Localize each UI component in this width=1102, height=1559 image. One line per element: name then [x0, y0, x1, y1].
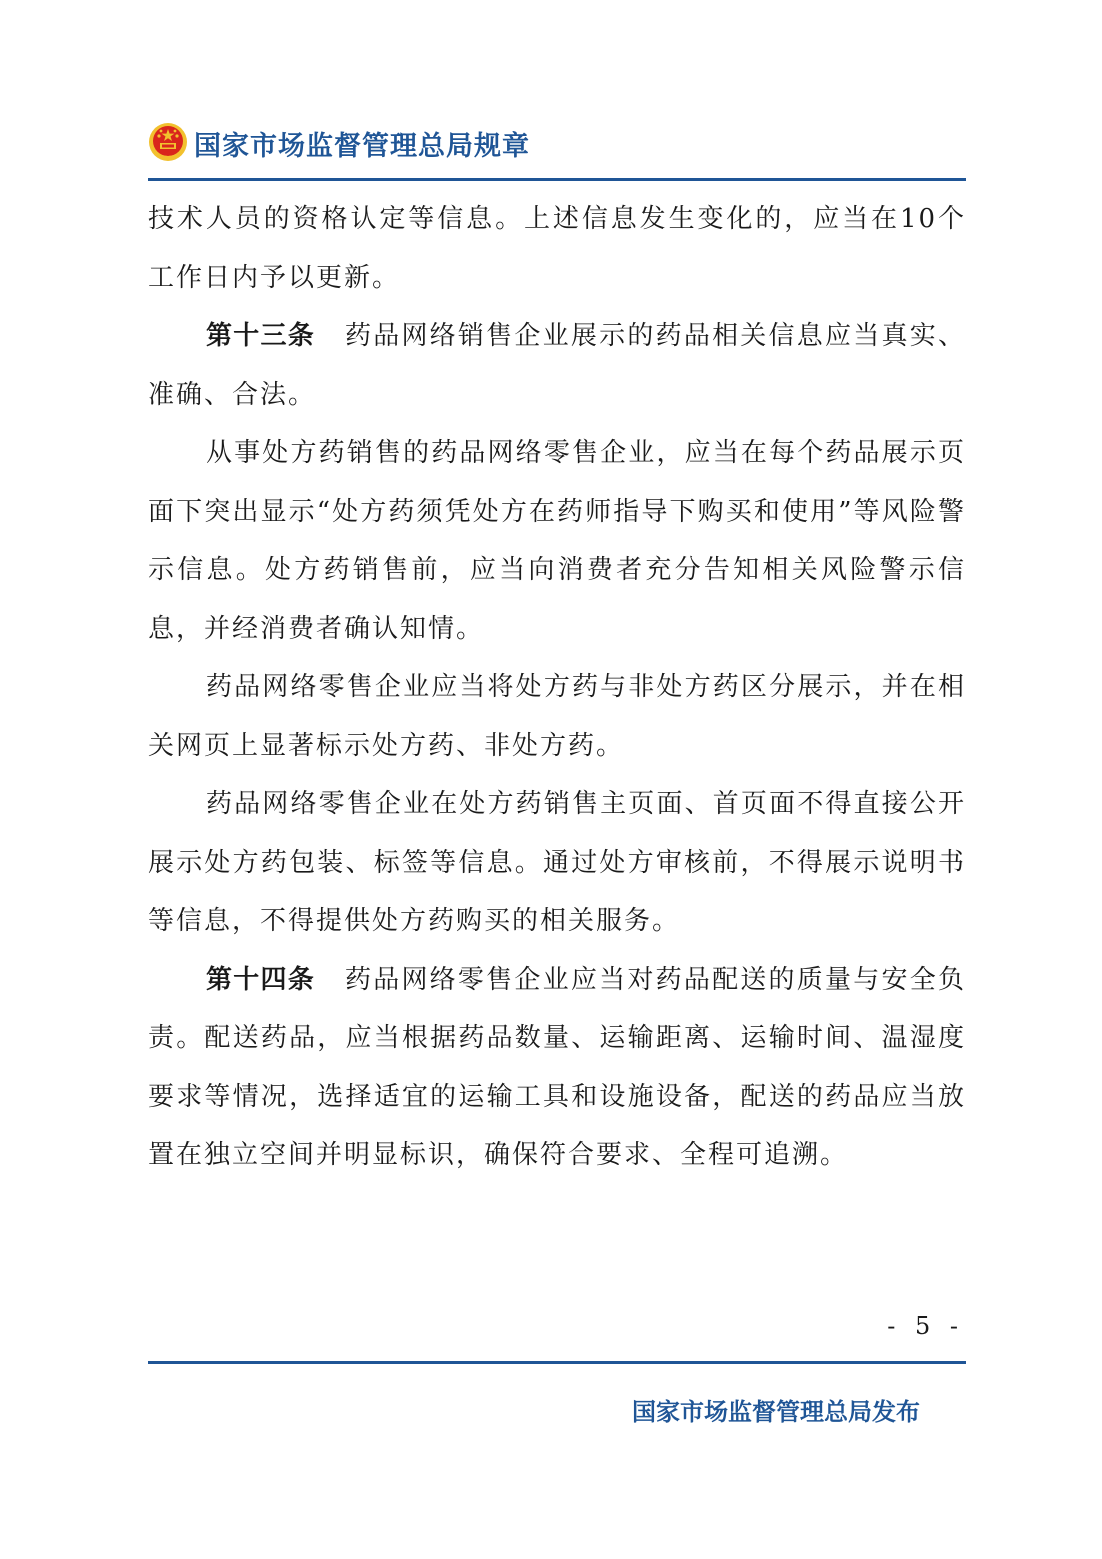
national-emblem-icon [148, 122, 188, 162]
paragraph-continued [148, 190, 966, 307]
page-number: - 5 - [887, 1312, 964, 1340]
header-title: 国家市场监督管理总局规章 [194, 131, 530, 162]
paragraph-text: 药品网络销售企业展示的药品相关信息应当真实、准确、合法。 [148, 321, 966, 410]
article-number: 第十三条 [206, 321, 315, 351]
paragraph-text: 技术人员的资格认定等信息。上述信息发生变化的，应当在10个工作日内予以更新。 [148, 204, 966, 293]
paragraph-text: 药品网络零售企业应当将处方药与非处方药区分展示，并在相关网页上显著标示处方药、非处方药。 [148, 672, 966, 761]
paragraph-text: 从事处方药销售的药品网络零售企业，应当在每个药品展示页面下突出显示“处方药须凭处方在药师指导下购买和使用”等风险警示信息。处方药销售前，应当向消费者充分告知相关风险警示信息，并经消费者确认知情。 [148, 438, 966, 644]
page-header [148, 120, 966, 180]
paragraph [148, 658, 966, 775]
document-body [148, 190, 966, 1185]
paragraph [148, 424, 966, 658]
paragraph-article-14 [148, 951, 966, 1185]
paragraph-text: 药品网络零售企业应当对药品配送的质量与安全负责。配送药品，应当根据药品数量、运输距离、运输时间、温湿度要求等情况，选择适宜的运输工具和设施设备，配送的药品应当放置在独立空间并明显标识，确保符合要求、全程可追溯。 [148, 964, 966, 1170]
article-number: 第十四条 [206, 964, 315, 995]
header-divider [148, 178, 966, 181]
paragraph [148, 775, 966, 951]
paragraph-article-13 [148, 307, 966, 424]
footer-divider [148, 1361, 966, 1364]
paragraph-text: 药品网络零售企业在处方药销售主页面、首页面不得直接公开展示处方药包装、标签等信息。通过处方审核前，不得展示说明书等信息，不得提供处方药购买的相关服务。 [148, 789, 966, 936]
footer-publisher: 国家市场监督管理总局发布 [632, 1398, 920, 1426]
